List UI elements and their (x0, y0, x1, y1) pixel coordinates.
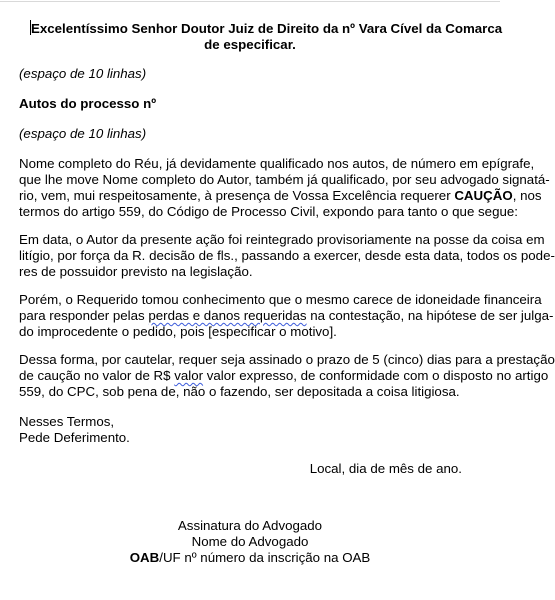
paragraph-2-line-1: Em data, o Autor da presente ação foi reintegrado provisoriamente na posse da coisa em (19, 232, 545, 247)
closing-line-2: Pede Deferimento. (19, 430, 130, 445)
paragraph-3-line-1: Porém, o Requerido tomou conhecimento que o mesmo carece de idoneidade financeira (19, 292, 542, 307)
paragraph-1-line-1: Nome completo do Réu, já devidamente qualificado nos autos, de número em epígrafe, (19, 156, 535, 171)
paragraph-3-line-2 (19, 308, 554, 324)
signature-block (80, 518, 420, 566)
document-title (30, 20, 503, 53)
paragraph-4-line-1: Dessa forma, por cautelar, requer seja assinado o prazo de 5 (cinco) dias para a prestação (19, 352, 555, 367)
paragraph-1 (19, 156, 550, 220)
paragraph-4-line-2-end: valor expresso, de conformidade com o disposto no artigo (203, 368, 549, 383)
caucao-bold: CAUÇÃO (454, 188, 513, 203)
paragraph-1-line-3-text: rio, vem, mui respeitosamente, à presença de Vossa Excelência requerer (19, 188, 455, 203)
closing-line-1: Nesses Termos, (19, 414, 115, 429)
signature-line-2: Nome do Advogado (191, 534, 309, 549)
paragraph-1-after-bold: , nos (512, 188, 542, 203)
oab-label: OAB (129, 550, 160, 565)
paragraph-3 (19, 292, 554, 340)
spellcheck-underline-valor: valor (174, 368, 204, 383)
spacer-note-1: (espaço de 10 linhas) (19, 66, 147, 81)
title-line-2: de especificar. (204, 37, 296, 52)
paragraph-4-line-2-start: de caução no valor de R$ (19, 368, 175, 383)
paragraph-1-line-4: termos do artigo 559, do Código de Processo Civil, expondo para tanto o que segue: (19, 204, 518, 219)
spellcheck-underline-perdas: perdas e danos requeridas (148, 308, 307, 323)
title-line-1: Excelentíssimo Senhor Doutor Juiz de Direito da nº Vara Cível da Comarca (31, 21, 503, 36)
place-date: Local, dia de mês de ano. (309, 461, 462, 476)
case-label: Autos do processo nº (19, 96, 157, 111)
paragraph-1-line-3 (19, 188, 542, 204)
paragraph-3-line-2-end: na contestação, na hipótese de ser julga- (306, 308, 554, 323)
paragraph-3-line-3: do improcedente o pedido, pois [especificar o motivo]. (19, 324, 337, 339)
signature-line-1: Assinatura do Advogado (177, 518, 323, 533)
paragraph-4-line-3: 559, do CPC, sob pena de, não o fazendo, ser depositada a coisa litigiosa. (19, 384, 460, 399)
paragraph-2-line-2: litígio, por força da R. decisão de fls., passando a exercer, desde esta data, todos os pode- (19, 248, 555, 263)
signature-line-3 (80, 550, 420, 566)
paragraph-3-line-2-start: para responder pelas (19, 308, 149, 323)
oab-details: /UF nº número da inscrição na OAB (159, 550, 371, 565)
paragraph-4-line-2 (19, 368, 549, 384)
spacer-note-2: (espaço de 10 linhas) (19, 126, 147, 141)
paragraph-1-line-2: que lhe move Nome completo do Autor, também já qualificado, por seu advogado signatá- (19, 172, 550, 187)
paragraph-2-line-3: res de possuidor previsto na legislação. (19, 264, 253, 279)
closing (19, 414, 462, 446)
paragraph-4 (19, 352, 555, 400)
top-divider (0, 1, 500, 2)
paragraph-2 (19, 232, 555, 280)
